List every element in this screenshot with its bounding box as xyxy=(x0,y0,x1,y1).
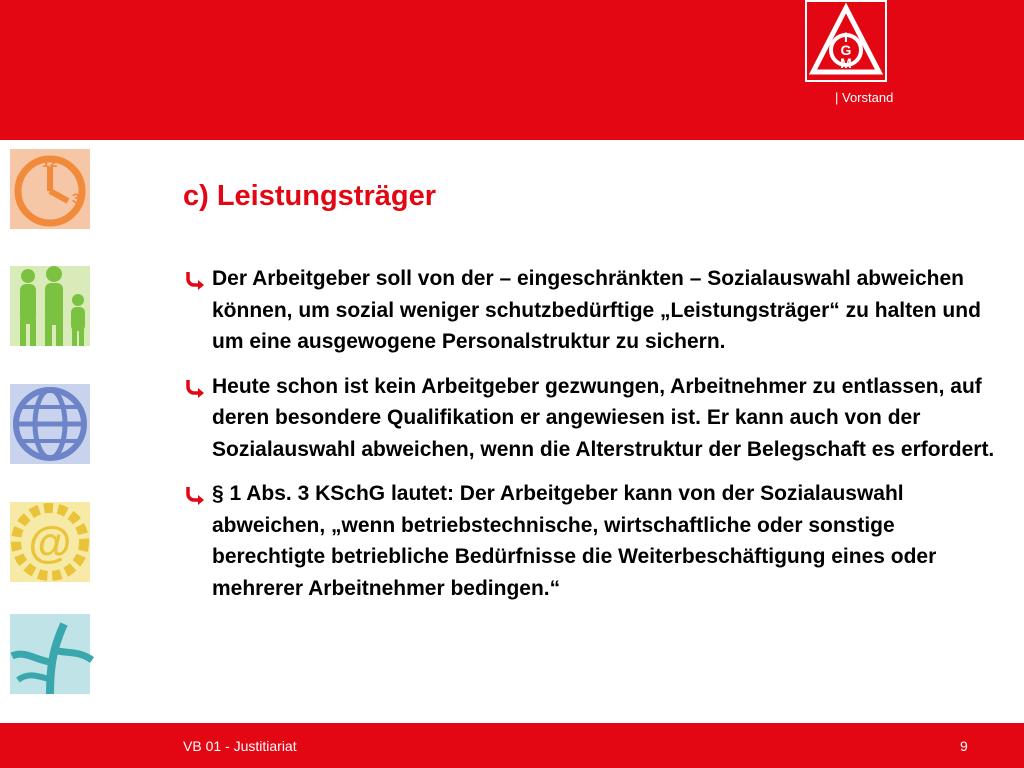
bullet-text: Heute schon ist kein Arbeitgeber gezwungen, Arbeitnehmer zu entlassen, auf deren besondere Qualifikation er angewiesen ist. Er kann auch von der Sozialauswahl abweichen, wenn die Alterstruktur der Belegschaft es erfordert. xyxy=(212,374,995,461)
bullet-list xyxy=(183,263,1003,617)
family-icon xyxy=(6,262,94,350)
svg-text:M: M xyxy=(840,55,852,71)
bullet-text: Der Arbeitgeber soll von der – eingeschränkten – Sozialauswahl abweichen können, um sozial weniger schutzbedürftige „Leistungsträger“ zu halten und um eine ausgewogene Personalstruktur zu sichern. xyxy=(212,267,981,353)
plant-icon xyxy=(6,610,94,698)
svg-text:3: 3 xyxy=(72,190,80,206)
clock-icon xyxy=(6,145,94,233)
svg-text:I: I xyxy=(844,29,848,45)
org-label: | Vorstand xyxy=(835,90,894,105)
bullet-text: § 1 Abs. 3 KSchG lautet: Der Arbeitgeber kann von der Sozialauswahl abweichen, „wenn betriebstechnische, wirtschaftliche oder sonstige berechtigte betriebliche Bedürfnisse die Weiterbeschäftigung eines oder mehrerer Arbeitnehmer bedingen.“ xyxy=(212,482,937,600)
bullet-item xyxy=(183,371,1003,466)
arrow-bullet-icon xyxy=(183,268,205,290)
arrow-bullet-icon xyxy=(183,376,205,398)
slide-title: c) Leistungsträger xyxy=(183,180,436,212)
at-sign-gear-icon xyxy=(6,498,94,586)
footer-bar xyxy=(0,723,1024,768)
bullet-item xyxy=(183,478,1003,604)
globe-icon xyxy=(6,380,94,468)
arrow-bullet-icon xyxy=(183,483,205,505)
footer-department: VB 01 - Justitiariat xyxy=(183,738,297,754)
svg-text:12: 12 xyxy=(42,154,58,170)
page-number: 9 xyxy=(960,738,968,754)
svg-text:@: @ xyxy=(28,518,72,567)
bullet-item xyxy=(183,263,1003,358)
svg-text:G: G xyxy=(840,42,852,58)
igm-logo xyxy=(805,0,887,82)
